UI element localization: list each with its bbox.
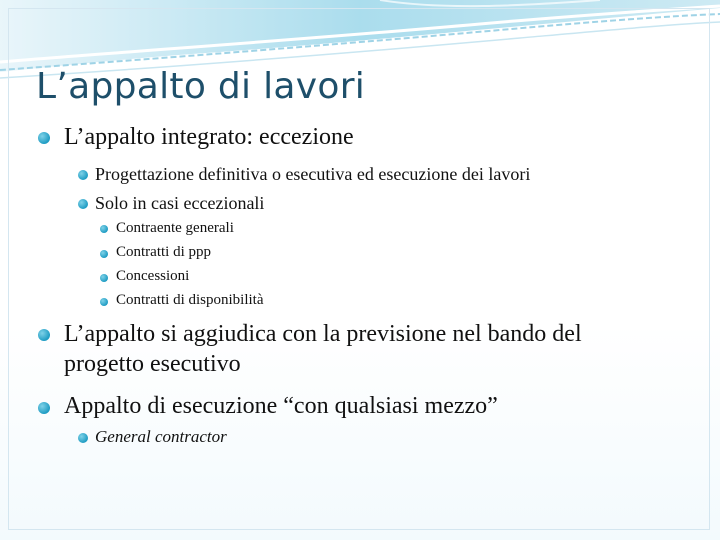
bullet-concessioni: Concessioni xyxy=(116,268,190,284)
bullet-dot-icon xyxy=(78,170,88,180)
bullet-dot-icon xyxy=(100,225,108,233)
bullet-aggiudica-line1: L’appalto si aggiudica con la previsione nel bando del xyxy=(64,321,582,347)
bullet-dot-icon xyxy=(100,298,108,306)
bullet-dot-icon xyxy=(78,433,88,443)
bullet-contraente-generali: Contraente generali xyxy=(116,220,234,236)
bullet-dot-icon xyxy=(100,274,108,282)
bullet-dot-icon xyxy=(100,250,108,258)
bullet-casi-eccezionali: Solo in casi eccezionali xyxy=(95,193,265,213)
bullet-dot-icon xyxy=(78,199,88,209)
slide-title: L’appalto di lavori xyxy=(36,66,366,107)
bullet-aggiudica-line2: progetto esecutivo xyxy=(64,351,241,377)
bullet-contratti-disponibilita: Contratti di disponibilità xyxy=(116,292,264,308)
bullet-general-contractor: General contractor xyxy=(95,427,227,446)
bullet-dot-icon xyxy=(38,132,50,144)
bullet-dot-icon xyxy=(38,329,50,341)
bullet-dot-icon xyxy=(38,402,50,414)
bullet-appalto-esecuzione: Appalto di esecuzione “con qualsiasi mezzo” xyxy=(64,393,498,419)
bullet-progettazione: Progettazione definitiva o esecutiva ed esecuzione dei lavori xyxy=(95,164,531,184)
bullet-appalto-integrato: L’appalto integrato: eccezione xyxy=(64,124,354,150)
bullet-contratti-ppp: Contratti di ppp xyxy=(116,244,211,260)
